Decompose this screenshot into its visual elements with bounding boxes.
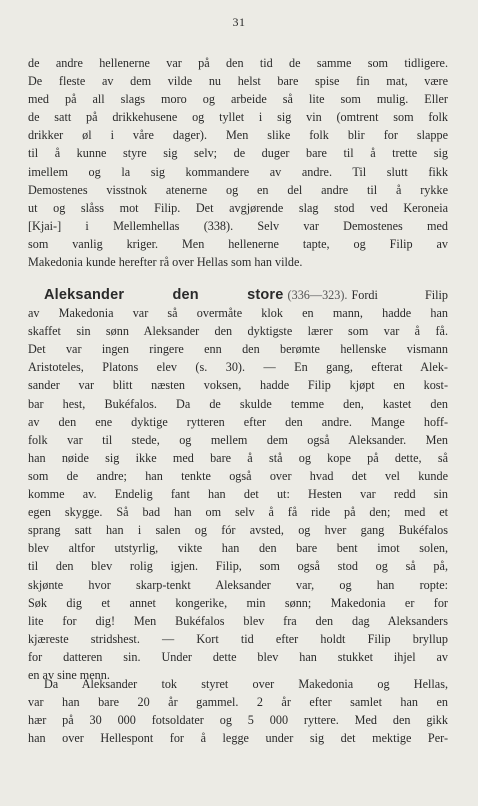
section-heading: Aleksander den store <box>44 287 284 303</box>
text-line: var han bare 20 år gammel. 2 år efter samlet han en <box>28 695 448 710</box>
text-line: for datteren sin. Under dette blev han stukket ihjel av <box>28 649 448 664</box>
paragraph-aleksander-rule <box>28 675 448 747</box>
text-line: hær på 30 000 fotsoldater og 5 000 ryttere. Med den gikk <box>28 713 448 728</box>
text-line: Søk dig et annet kongerike, min sønn; Makedonia er for <box>28 595 448 610</box>
heading-line <box>28 286 448 304</box>
text-line: som de andre; han tenkte også over hvad det vel kunde <box>28 468 448 483</box>
text-line: drikker øl i våre dager). Men slike folk blir for slappe <box>28 128 448 143</box>
paragraph-aleksander <box>28 286 448 684</box>
heading-dates: (336—323). <box>287 288 348 302</box>
text-line: av den ene dyktige rytteren efter den andre. Mange hoff- <box>28 414 448 429</box>
text-line: som vanlig kriger. Men hellenerne tapte, og Filip av <box>28 236 448 251</box>
text-line: av Makedonia var så overmåte klok en mann, hadde han <box>28 306 448 321</box>
text-line: De fleste av dem vilde nu helst bare spise fin mat, være <box>28 74 448 89</box>
text-line: imellem og la sig kommandere av andre. Til slutt fikk <box>28 164 448 179</box>
text-line: Da Aleksander tok styret over Makedonia og Hellas, <box>44 677 448 691</box>
page-number: 31 <box>232 15 246 29</box>
text-line: han over Hellespont for å legge under sig det mektige Per- <box>28 731 448 746</box>
text-line: folk var til stede, og mellem dem også Aleksander. Men <box>28 432 448 447</box>
text-fragment: Fordi Filip <box>351 288 448 302</box>
text-line: til å kunne styre sig selv; de duger bare til å trette sig <box>28 146 448 161</box>
text-line: ut og slåss mot Filip. Det avgjørende slag stod ved Keroneia <box>28 200 448 215</box>
text-line: lite for dig! Men Bukéfalos blev fra den dag Aleksanders <box>28 613 448 628</box>
text-line: til den blev rolig igjen. Filip, som også stod og så på, <box>28 559 448 574</box>
text-line: Makedonia kunde herefter rå over Hellas som han vilde. <box>28 255 303 270</box>
text-line: kjæreste stridshest. — Kort tid efter holdt Filip bryllup <box>28 631 448 646</box>
text-line: sander var blitt næsten voksen, hadde Filip kjøpt en kost- <box>28 378 448 393</box>
text-line: med på all slags moro og arbeide så lite som mulig. Eller <box>28 92 448 107</box>
text-line: sprang satt han i salen og fór avsted, og hver gang Bukéfalos <box>28 523 448 538</box>
text-line: de satt på drikkehusene og tyllet i sig vin (omtrent som folk <box>28 110 448 125</box>
text-line: blev altfor utstyrlig, vikte han den bare bent imot solen, <box>28 541 448 556</box>
text-line: bar hest, Bukéfalos. Da de skulde temme den, kastet den <box>28 396 448 411</box>
text-line: Aristoteles, Platons elev (s. 30). — En gang, efterat Alek- <box>28 360 448 375</box>
text-line: de andre hellenerne var på den tid de samme som tidligere. <box>28 56 448 70</box>
text-line: skaffet sin sønn Aleksander den dyktigste lærer som var å få. <box>28 324 448 339</box>
text-line: komme av. Endelig fant han det ut: Hesten var redd sin <box>28 487 448 502</box>
text-line: en av sine menn. <box>28 667 110 682</box>
text-line: han nøide sig ikke med bare å stå og kope på dette, så <box>28 450 448 465</box>
text-line: egen skygge. Så bad han om selv å få ride på den; med et <box>28 505 448 520</box>
text-line: [Kjai-] i Mellemhellas (338). Selv var Demostenes med <box>28 218 448 233</box>
paragraph-philip-hellenes <box>28 54 448 271</box>
text-line: skjønte hvor skarp-tenkt Aleksander var, og han ropte: <box>28 577 448 592</box>
text-line: Demostenes visstnok atenerne og en del andre til å rykke <box>28 182 448 197</box>
text-line: Det var ingen ringere enn den berømte hellenske vismann <box>28 342 448 357</box>
